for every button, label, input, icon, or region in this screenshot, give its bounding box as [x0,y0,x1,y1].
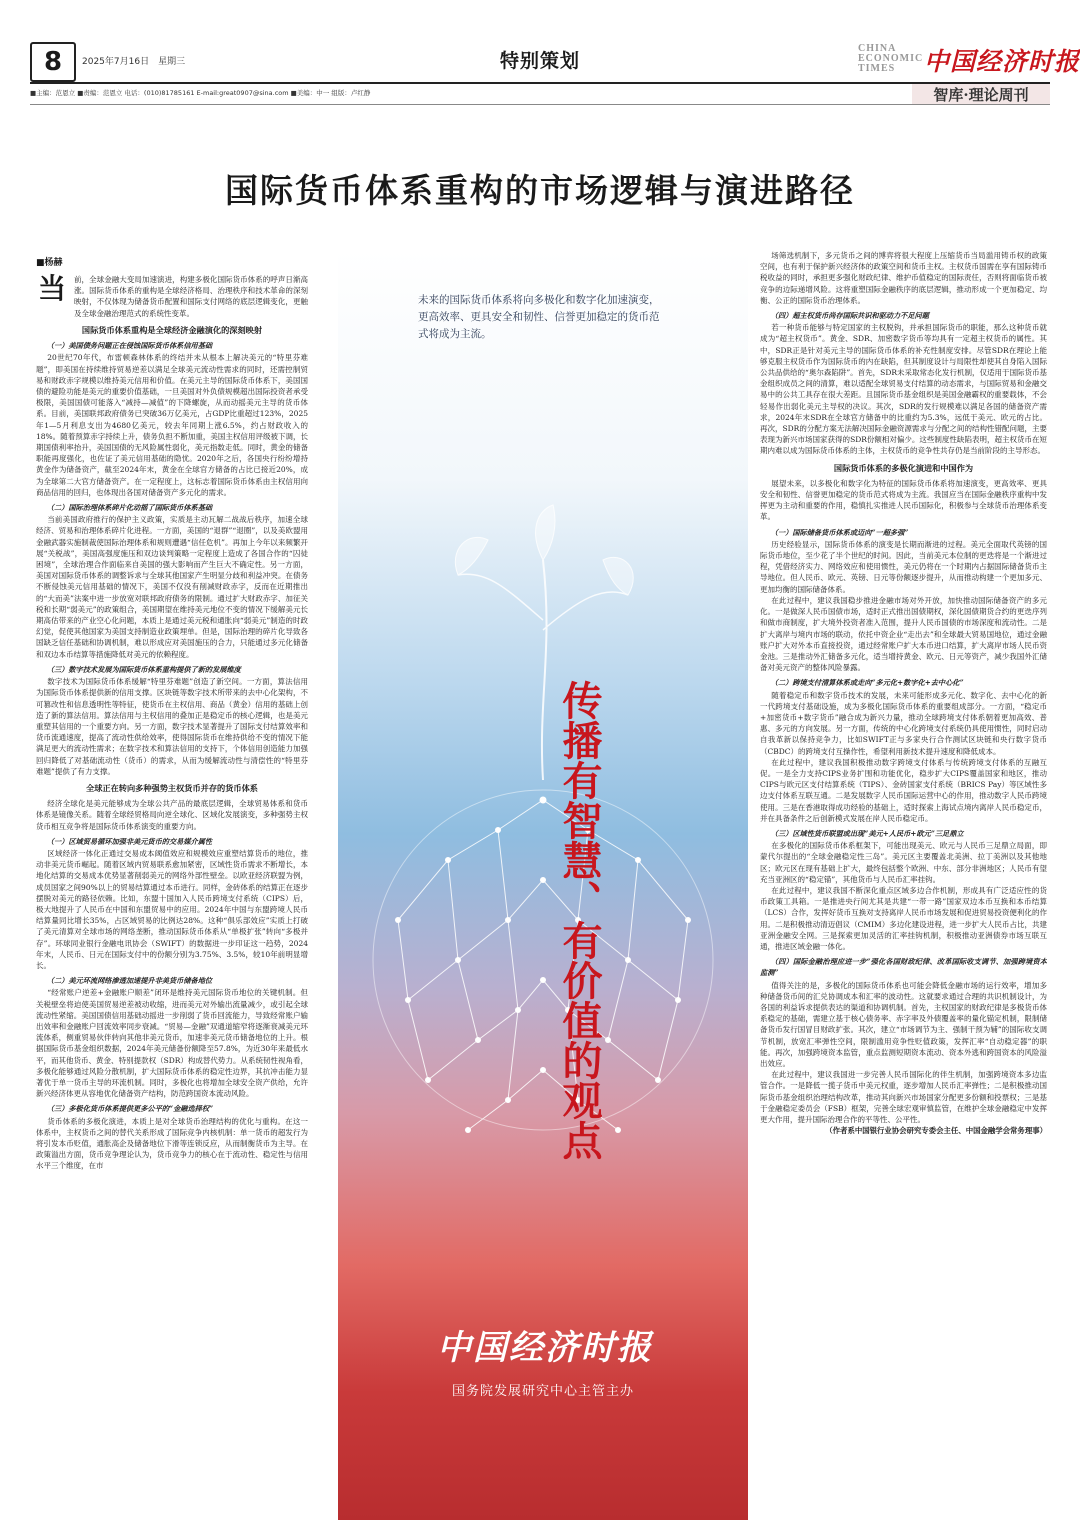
paragraph: 在此过程中，建议我国稳步推进金融市场对外开放，加快推动国际储备资产的多元化。一是做深人民币国债市场，适时正式推出国债期权，深化国债期货合约的更迭序列和做市商制度，扩大境外投资者准入范围，提升人民币国债的市场深度和流动性。二是扩大离岸与境内市场的联动，依托中资企业“走出去”和全球最大贸易国地位，通过金融账户扩大对外本币直接投资，通过经常账户扩大本币进口结算，扩大离岸市场人民币资金池。三是推动外汇储备多元化，适当增持黄金、欧元、日元等资产，减少我国外汇储备对美元资产的整体风险暴露。 [760,595,1047,673]
paragraph: 在此过程中，建议我国不断深化重点区域多边合作机制，形成具有广泛适应性的货币政策工具箱。一是推进央行间尤其是共建“一带一路”国家双边本币互换和本币结算（LCS）合作，发挥好货币互换对支持离岸人民币市场发展和促进贸易投资便利化的作用。二是积极推动清迈倡议（CMIM）多边化建设进程，进一步扩大人民币占比，共建亚洲金融安全网。三是探索更加灵活的汇率挂钩机制，积极推动亚洲债券市场互联互通，推进区域金融一体化。 [760,885,1047,951]
poster-logo: 中国经济时报 [437,1328,653,1368]
sub-heading: （一）国际储备货币体系或迈向“一超多强” [770,527,909,537]
sub-heading: （二）美元环流网络渗透加速提升非美货币储备地位 [46,976,213,986]
sub-heading: （四）国际金融治理应进一步“强化各国财政纪律、改革国际收支调节、加强跨境资本监测” [760,957,1047,978]
section-title: 特别策划 [499,50,580,72]
paragraph: 在此过程中，建议我国进一步完善人民币国际化的伴生机制，加强跨境资本多边监管合作。一是降低一揽子货币中美元权重，逐步增加人民币汇率弹性；二是积极推动国际货币基金组织治理结构改革，推动其向新兴市场国家分配更多份额和投票权；三是基于金融稳定委员会（FSB）框架，完善全球宏观审慎监管，在维护全球金融稳定中发挥更大作用，提升国际治理合作的平等性、公平性。 [760,1070,1047,1125]
sub-heading: （二）国际治理体系碎片化动摇了国际货币体系基础 [46,503,213,513]
author-byline: （作者系中国银行业协会研究专委会主任、中国金融学会常务理事） [825,1126,1047,1136]
sub-heading: （四）超主权货币尚存国际共识和驱动力不足问题 [770,311,929,321]
section-heading: 国际货币体系重构是全球经济金融演化的深刻映射 [81,325,263,335]
sub-heading: （二）跨境支付清算体系或走向“多元化+数字化+去中心化” [770,678,964,688]
paragraph: 区域经济一体化正通过交易成本阈值效应和规模效应重塑结算货币的地位，推动非美元货币崛起。随着区域内贸易联系愈加紧密，区域性货币需求不断增长，本地化结算的交易成本优势显著削弱美元的网络外部性壁垒。以欧亚经济联盟为例，成员国家之间90%以上的贸易结算通过本币进行。同样，金砖体系的结算正在逐步摆脱对美元的路径依赖。比如，东盟十国加入人民币跨境支付系统（CIPS）后，极大地提升了人民币在中国和东盟贸易中的应用。2024年中国与东盟跨境人民币结算量同比增长35%，占区域贸易的比例达28%。这种“俱乐部效应”实质上打破了美元清算对全球市场的网络垄断，推动国际货币体系从“单极扩张”转向“多极并存”。环球同业银行金融电讯协会（SWIFT）的数据进一步印证这一趋势，2024年末，人民币、日元在国际支付中的份额分别为3.75%、3.5%，较10年前明显增长。 [36,848,308,970]
author: ■杨赫 [36,258,63,268]
paragraph: 当前美国政府推行的保护主义政策，实质是主动瓦解二战战后秩序，加速全球经济、贸易和治理体系碎片化进程。一方面，美国的“退群”“退圈”，以及美欧盟用金融武器实施制裁使国际治理体系和规则遭遇“信任危机”。再加上今年以来频繁开展“关税战”，美国高强度施压和双边谈判策略一定程度上造成了各国合作的“囚徒困境”，全球治理合作面临来自美国的强大影响而产生巨大不确定性。另一方面，美国对国际货币体系的调整诉求与全球其他国家产生明显分歧和利益冲突。在债务不断侵蚀美元信用基础的情况下，美国不仅没有削减财政赤字，反而在近期推出的“大而美”法案中进一步放宽对联邦政府债务的限制。通过扩大财政赤字、加征关税和长期“弱美元”的政策组合，美国期望在维持美元地位不变的情况下缓解美元长期高估带来的产业空心化问题，本质上是通过美元税和通胀向“弱美元”制造的时政幻觉，促使其他国家为美国支持制造业政策埋单。但是，国际治理的碎片化导致各国缺乏信任基础和协调机制，难以形成应对美国施压的合力，只能通过多元化储备和双边本币结算等措施降低对美元的依赖程度。 [36,515,308,659]
article-column-1 [36,319,308,1515]
page-number: 8 [30,42,76,82]
promo-poster [338,250,748,1520]
sub-heading: （三）数字技术发展为国际货币体系重构提供了新的发展维度 [46,664,241,674]
paragraph: 展望未来，以多极化和数字化为特征的国际货币体系将加速演变，更高效率、更具安全和韧性、信誉更加稳定的货币范式将成为主流。我国应当在国际金融秩序重构中发挥更为主动和重要的作用，稳慎扎实推进人民币国际化，积极参与全球货币治理体系变革。 [760,478,1047,522]
poster-slogan: 传播有智慧、有价值的观点 [556,680,603,1160]
column-tag: 智库·理论周刊 [912,84,1050,104]
poster-subtitle: 国务院发展研究中心主管主办 [451,1384,634,1399]
paragraph: 货币体系的多极化演进，本质上是对全球货币治理结构的优化与重构。在这一体系中，主权货币之间的替代关系形成了国际竞争内核机制：单一货币的超发行为将引发本币贬值，通胀高企及储备地位下滑等连锁反应，从而制衡货币为主导。在政策溢出方面，货币竞争理论认为，货币竞争力的核心在于流动性、稳定性与信用水平三个维度，在市 [36,1116,308,1171]
sub-heading: （一）区域贸易循环加强非美元货币的交易媒介属性 [46,836,213,846]
english-masthead: CHINA ECONOMIC TIMES [858,43,924,74]
paragraph: 随着稳定币和数字货币技术的发展，未来可能形成多元化、数字化、去中心化的新一代跨境支付基础设施，成为多极化国际货币体系的重要组成部分。一方面，“稳定币+加密货币+数字货币”融合成为新兴力量，推动全球跨境支付体系朝着更加高效、普惠、多元的方向发展。另一方面，传统的中心化跨境支付系统仍具使用惯性，同时启动自我革新以保持竞争力，比如SWIFT正与多家央行合作测试区块链和央行数字货币（CBDC）的跨境支付互操作性，希望利用新技术提升速度和降低成本。 [760,690,1047,756]
paragraph: 若一种货币能够与特定国家的主权脱钩，并承担国际货币的职能，那么这种货币就成为“超主权货币”。黄金、SDR、加密数字货币等均具有一定超主权货币的属性。其中，SDR正是针对美元主导的国际货币体系的补充性制度安排。尽管SDR在理论上能够克服主权货币作为国际货币的内在缺陷，但其制度设计与局限性却使其自身陷入国际公共品供给的“奥尔森陷阱”。首先，SDR未采取常态化发行机制，仅适用于国际货币基金组织成员之间的清算，难以适配全球贸易支付结算的动态需求，与国际贸易和金融交易中的公共工具存在很大差距。且国际货币基金组织是美国金融霸权的重要载体，不会轻易作出弱化美元主导权的决议。其次，SDR的发行规模难以满足各国的储备资产需求，2024年末SDR在全球官方储备中的比重约为5.3%，远低于美元、欧元的占比。再次，SDR的分配方案无法解决国际金融资源需求与分配之间的结构性错配问题，主要表现为新兴市场国家获得的SDR份额相对偏少。这些制度性缺陷表明，超主权货币在短期内难以成为国际货币体系的主体，主权货币的竞争性共存仍是当前阶段的主导形态。 [760,323,1047,456]
article-headline: 国际货币体系重构的市场逻辑与演进路径 [225,171,855,210]
paragraph: 场筛选机制下，多元货币之间的博弈将很大程度上压缩货币当局滥用铸币权的政策空间，也有利于保护新兴经济体的政策空间和货币主权。主权货币国需在享有国际铸币税收益的同时，承担更多强化财政纪律、维护币值稳定的国际责任，否则将面临货币被竞争的边际递增风险。这将重塑国际金融秩序的底层逻辑，推动形成一个更加稳定、均衡、公正的国际货币治理体系。 [760,251,1047,305]
sub-heading: （三）区域性货币联盟或出现“美元+人民币+欧元”三足鼎立 [770,828,964,838]
paragraph: 20世纪70年代，布雷顿森林体系的终结并未从根本上解决美元的“特里芬难题”，即美国在持续维持贸易逆差以满足全球美元流动性需求的同时，还需控制贸易和财政赤字规模以维持美元信用和价值。在美元主导的国际货币体系下，美国国债的避险功能是美元的重要价值基础，一旦美国对外负债规模超出国际投资者承受极限，美国国债可能落入“减持—减值”的下降螺旋，从而动摇美元主导的货币体系。目前，美国联邦政府债务已突破36万亿美元，占GDP比重超过123%，2025年1—5月利息支出为4680亿美元，较去年同期上涨6.5%，约占财政收入的18%。随着预算赤字持续上升，债务负担不断加重，美国主权信用评级被下调，长期国债利率抬升，美国国债的无风险属性弱化，美元指数走低。同时，黄金的储备职能再度强化，也佐证了美元信用基础的隐忧。2020年之后，各国央行纷纷增持黄金作为储备资产，截至2024年末，黄金在全球官方储备的占比已接近20%，成为全球第二大官方储备资产。在一定程度上，这标志着国际货币体系由主权信用向商品信用的回归，也体现出各国对储备资产多元化的需求。 [36,353,308,497]
poster-quote: 未来的国际货币体系将向多极化和数字化加速演变，更高效率、更具安全和韧性、信誉更加稳定的货币范式将成为主流。 [418,294,660,340]
header-rule [30,82,1050,84]
section-heading: 国际货币体系的多极化演进和中国作为 [833,462,974,473]
header-subrule [30,104,1050,105]
drop-cap: 当 [38,272,67,305]
paragraph: “经常账户逆差+金融账户顺差”闭环是维持美元国际货币地位的关键机制。但关税壁垒将迫使美国贸易逆差被动收缩，进而美元对外输出流量减少，或引起全球流动性紧缩。美国国债信用基础动摇进一步削弱了货币回流能力，导致经常账户输出效率和金融账户回流效率同步衰减。“贸易—金融”双通道缩窄将逐渐衰减美元环流体系，侧重贸易伙伴转向其他非美元货币，加速非美元货币储备地位的上升。根据国际货币基金组织数据，2024年美元储备份额降至57.8%，为近30年来最低水平，而其他货币、黄金、特别提款权（SDR）构成替代势力。从系统韧性视角看，多极化能够通过风险分散机制，扩大国际货币体系的稳定性边界，其抗冲击能力显著优于单一货币主导的环流机制。同时，多极化也将增加全球安全资产供给，允许新兴经济体更从容地优化储备资产结构，防范跨国资本流动风险。 [36,988,308,1099]
article-column-3 [760,250,1047,1528]
lead-paragraph: 前，全球金融大变局加速演进，构建多极化国际货币体系的呼声日渐高涨。国际货币体系的重构是全球经济格局、治理秩序和技术革命的深刻映射，不仅体现为储备货币配置和国际支付网络的底层逻辑变化，更触及全球金融治理范式的系统性变革。 [74,275,308,318]
editor-credits: ■主编：范恩立 ■责编：范恩立 电话：(010)81785161 E-mail:great0907@sina.com ■美编：中一 组版：卢红静 [30,89,371,97]
paragraph: 在多极化的国际货币体系框架下，可能出现美元、欧元与人民币三足鼎立局面，即蒙代尔提出的“全球金融稳定性三岛”。美元区主要覆盖北美洲、拉丁美洲以及其他地区；欧元区在现有基础上扩大，最终包括整个欧洲、中东、部分非洲地区；人民币有望充当亚洲区的“稳定锚”，其他货币与人民币汇率挂钩。 [760,841,1047,884]
paragraph: 历史经验显示，国际货币体系的演变是长期而渐进的过程。美元全面取代英镑的国际货币地位，至少花了半个世纪的时间。因此，当前美元本位制的更迭将是一个渐进过程，凭借经济实力、网络效应和使用惯性，美元仍将在一个时期内占据国际储备货币主导地位。但人民币、欧元、英镑、日元等份额逐步提升，从而推动构建一个更加多元、更加均衡的国际储备体系。 [760,539,1047,594]
section-heading: 全球正在转向多种强势主权货币并存的货币体系 [86,782,258,793]
newspaper-logo: 中国经济时报 [924,47,1080,76]
issue-date: 2025年7月16日 星期三 [82,57,186,67]
sub-heading: （三）多极化货币体系提供更多公平的“金融选择权” [46,1104,214,1114]
paragraph: 经济全球化是美元能够成为全球公共产品的最底层逻辑，全球贸易体系和货币体系是镜像关系。随着全球经贸格局向逆全球化、区域化发展演变，多种强势主权货币相互竞争将是国际货币体系演变的重要方向。 [36,799,308,831]
paragraph: 数字技术为国际货币体系缓解“特里芬难题”创造了新空间。一方面，算法信用为国际货币体系提供新的信用支撑。区块链等数字技术所带来的去中心化架构，不可篡改性和信息透明性等特征，使货币在主权信用、商品（黄金）信用的基础上创造了新的算法信用。算法信用与主权信用的叠加正是稳定币的核心逻辑，也是美元重塑其信用的一个重要方向。另一方面，数字技术显著提升了国际支付结算效率和货币流通速度，提高了流动性供给效率，使得国际货币在维持供给不变的情况下能满足更大的流动性需求；在数字技术和算法信用的支持下，个体信用创造能力加强回归降低了对基础流动性（货币）的需求，从而为缓解流动性与清偿性的“特里芬难题”提供了有力支撑。 [36,677,308,776]
sub-heading: （一）美国债务问题正在侵蚀国际货币体系信用基础 [46,341,213,351]
paragraph: 在此过程中，建议我国积极推动数字跨境支付体系与传统跨境支付体系的互融互促。一是全力支持CIPS业务扩围和功能优化，稳步扩大CIPS覆盖国家和地区，推动CIPS与欧元区支付结算系统（TIPS）、金砖国家支付系统（BRICS Pay）等区域性多边支付体系互联互通。二是发展数字人民币国际运营中心的作用，推动数字人民币跨境使用。三是在香港取得成功经验的基础上，适时探索上海试点境内离岸人民币稳定币，并在具备条件之后创新模式发展在岸人民币稳定币。 [760,757,1047,823]
paragraph: 值得关注的是，多极化的国际货币体系也可能会降低金融市场的运行效率，增加多种储备货币间的汇兑协调成本和汇率的波动性。这就要求通过合理的共识机制设计，为各国的利益诉求提供表达的渠道和协调机制。首先，主权国家的财政纪律是多极货币体系稳定的基础，需建立基于核心债务率、赤字率及外债覆盖率的量化锚定机制，限制储备货币发行国冒目财政扩张。其次，建立“市场调节为主、强制干预为辅”的国际收支调节机制，放宽汇率弹性空间，限制滥用竞争性贬值政策，发挥汇率“自动稳定器”的职能。再次，加强跨境资本监管，重点监测短期资本流动、资本外逃和跨国资本的风险溢出效应。 [760,980,1047,1069]
